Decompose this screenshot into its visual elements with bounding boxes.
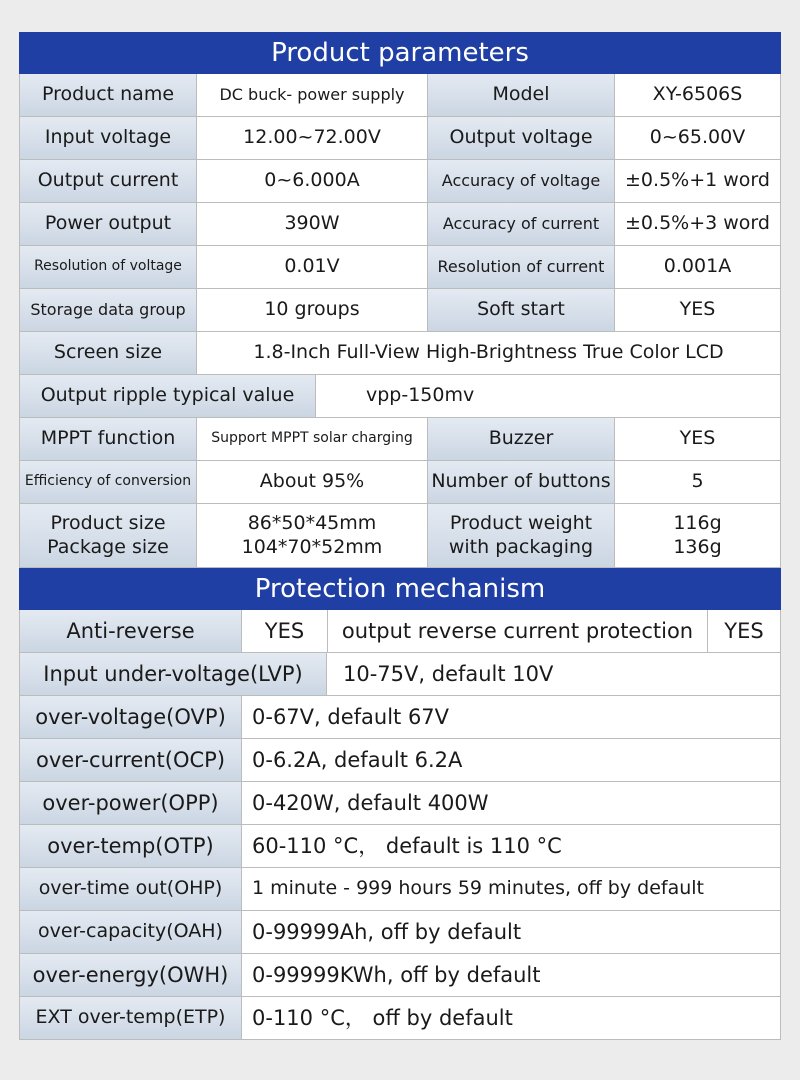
reverse-current-value: YES [708, 610, 781, 653]
table-row [19, 160, 781, 203]
storage-group-label: Storage data group [19, 289, 197, 332]
lvp-label: Input under-voltage(LVP) [19, 653, 327, 696]
output-voltage-label: Output voltage [428, 117, 615, 160]
protection-table [19, 610, 781, 1040]
table-row [19, 653, 781, 696]
table-row [19, 610, 781, 653]
output-voltage-value: 0~65.00V [615, 117, 781, 160]
power-output-value: 390W [197, 203, 428, 246]
ohp-label: over-time out(OHP) [19, 868, 242, 911]
soft-start-label: Soft start [428, 289, 615, 332]
buttons-label: Number of buttons [428, 461, 615, 504]
input-voltage-value: 12.00~72.00V [197, 117, 428, 160]
table-row [19, 289, 781, 332]
lvp-value: 10-75V, default 10V [327, 653, 781, 696]
table-row [19, 739, 781, 782]
product-parameters-title: Product parameters [19, 32, 781, 74]
anti-reverse-value: YES [242, 610, 328, 653]
table-row [19, 418, 781, 461]
ocp-label: over-current(OCP) [19, 739, 242, 782]
resolution-voltage-value: 0.01V [197, 246, 428, 289]
oah-label: over-capacity(OAH) [19, 911, 242, 954]
product-size-label: Product size [50, 511, 166, 534]
resolution-current-value: 0.001A [615, 246, 781, 289]
etp-value: 0-110 °C， off by default [242, 997, 781, 1040]
opp-label: over-power(OPP) [19, 782, 242, 825]
weight-value [615, 504, 781, 568]
ocp-value: 0-6.2A, default 6.2A [242, 739, 781, 782]
screen-size-value: 1.8-Inch Full-View High-Brightness True Color LCD [197, 332, 781, 375]
table-row [19, 696, 781, 739]
table-row [19, 504, 781, 568]
spec-sheet [19, 32, 781, 1040]
buzzer-label: Buzzer [428, 418, 615, 461]
product-name-value: DC buck- power supply [197, 74, 428, 117]
accuracy-current-value: ±0.5%+3 word [615, 203, 781, 246]
oah-value: 0-99999Ah, off by default [242, 911, 781, 954]
opp-value: 0-420W, default 400W [242, 782, 781, 825]
table-row [19, 461, 781, 504]
owh-value: 0-99999KWh, off by default [242, 954, 781, 997]
table-row [19, 868, 781, 911]
reverse-current-label: output reverse current protection [328, 610, 708, 653]
table-row [19, 332, 781, 375]
size-label [19, 504, 197, 568]
package-size-label: Package size [47, 535, 169, 558]
power-output-label: Power output [19, 203, 197, 246]
product-size-value: 86*50*45mm [247, 511, 377, 534]
protection-mechanism-title: Protection mechanism [19, 568, 781, 610]
product-weight-label: Product weight [449, 511, 593, 534]
screen-size-label: Screen size [19, 332, 197, 375]
table-row [19, 74, 781, 117]
resolution-current-label: Resolution of current [428, 246, 615, 289]
table-row [19, 997, 781, 1040]
otp-label: over-temp(OTP) [19, 825, 242, 868]
buzzer-value: YES [615, 418, 781, 461]
product-name-label: Product name [19, 74, 197, 117]
output-current-label: Output current [19, 160, 197, 203]
efficiency-label: Efficiency of conversion [19, 461, 197, 504]
input-voltage-label: Input voltage [19, 117, 197, 160]
anti-reverse-label: Anti-reverse [19, 610, 242, 653]
accuracy-voltage-label: Accuracy of voltage [428, 160, 615, 203]
owh-label: over-energy(OWH) [19, 954, 242, 997]
ripple-label: Output ripple typical value [19, 375, 316, 418]
table-row [19, 782, 781, 825]
model-value: XY-6506S [615, 74, 781, 117]
product-weight-value: 116g [673, 511, 722, 534]
output-current-value: 0~6.000A [197, 160, 428, 203]
buttons-value: 5 [615, 461, 781, 504]
otp-value: 60-110 °C， default is 110 °C [242, 825, 781, 868]
ovp-label: over-voltage(OVP) [19, 696, 242, 739]
model-label: Model [428, 74, 615, 117]
weight-label [428, 504, 615, 568]
table-row [19, 825, 781, 868]
resolution-voltage-label: Resolution of voltage [19, 246, 197, 289]
product-parameters-table [19, 74, 781, 568]
accuracy-voltage-value: ±0.5%+1 word [615, 160, 781, 203]
table-row [19, 203, 781, 246]
table-row [19, 911, 781, 954]
table-row [19, 117, 781, 160]
packaging-weight-value: 136g [673, 535, 722, 558]
storage-group-value: 10 groups [197, 289, 428, 332]
mppt-label: MPPT function [19, 418, 197, 461]
package-size-value: 104*70*52mm [241, 535, 383, 558]
packaging-weight-label: with packaging [448, 535, 594, 558]
ovp-value: 0-67V, default 67V [242, 696, 781, 739]
table-row [19, 375, 781, 418]
table-row [19, 246, 781, 289]
efficiency-value: About 95% [197, 461, 428, 504]
table-row [19, 954, 781, 997]
accuracy-current-label: Accuracy of current [428, 203, 615, 246]
ohp-value: 1 minute - 999 hours 59 minutes, off by default [242, 868, 781, 911]
ripple-value: vpp-150mv [316, 375, 781, 418]
mppt-value: Support MPPT solar charging [197, 418, 428, 461]
size-value [197, 504, 428, 568]
soft-start-value: YES [615, 289, 781, 332]
etp-label: EXT over-temp(ETP) [19, 997, 242, 1040]
